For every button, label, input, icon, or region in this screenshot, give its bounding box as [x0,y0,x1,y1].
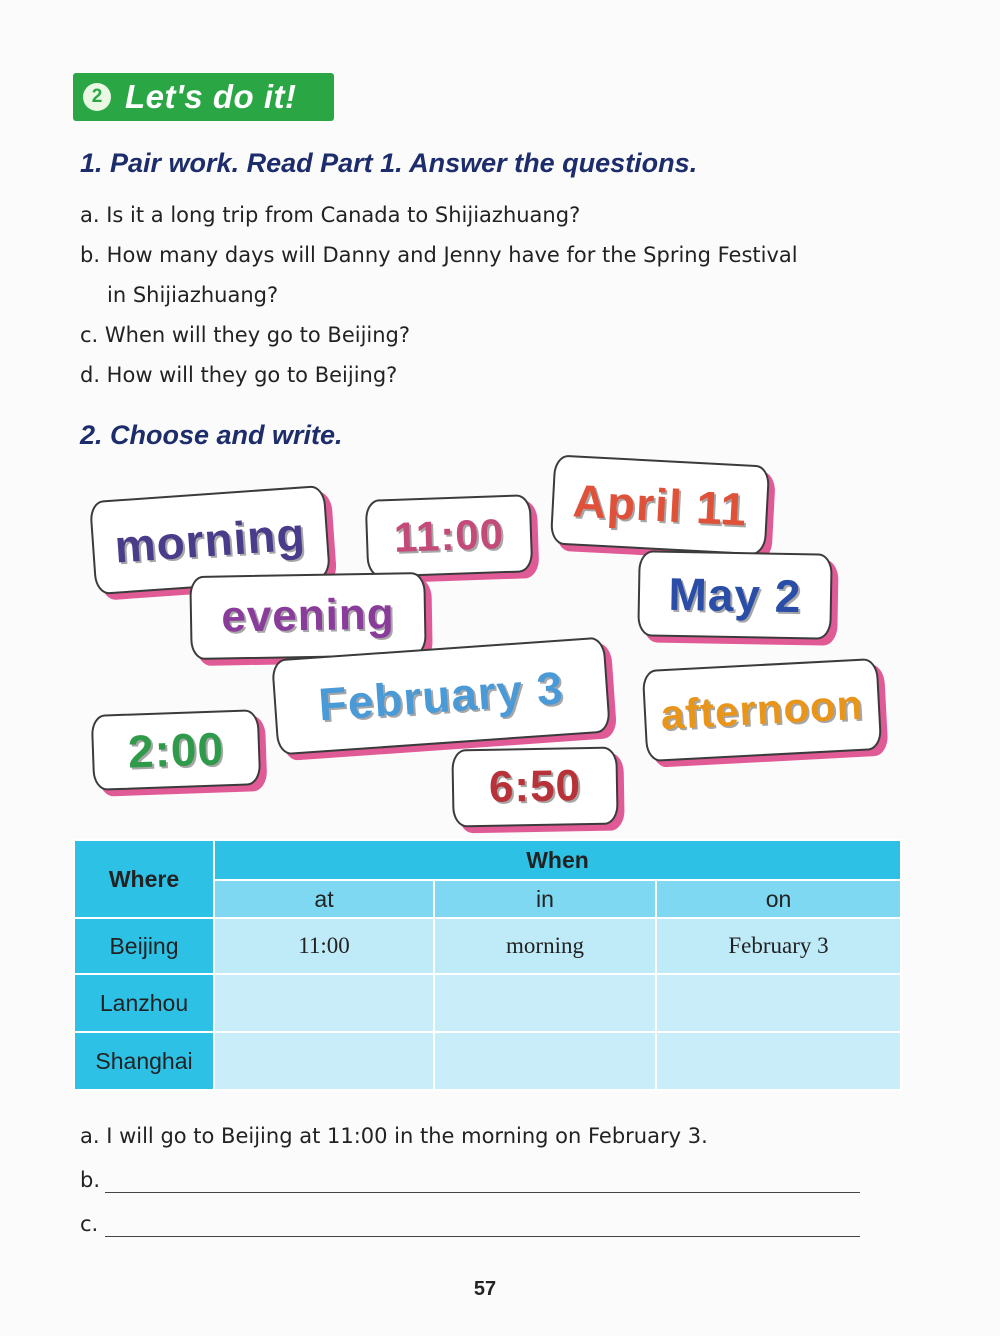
in-cell: morning [434,918,656,974]
question-b: b. How many days will Danny and Jenny have for the Spring Festival [80,243,798,267]
word-card-label: 2:00 [127,722,225,778]
place-cell: Beijing [74,918,214,974]
when-where-table [73,839,902,1091]
part1-heading: 1. Pair work. Read Part 1. Answer the questions. [80,148,698,178]
word-card-afternoon[interactable] [642,658,882,762]
word-card-label: 6:50 [488,761,582,812]
answer-b-line[interactable] [105,1192,860,1193]
answer-c-line[interactable] [105,1236,860,1237]
answer-c-label: c. [80,1212,99,1236]
word-card-may-2[interactable] [637,550,832,639]
word-card-label: February 3 [316,661,566,731]
question-d: d. How will they go to Beijing? [80,363,398,387]
answer-a: a. I will go to Beijing at 11:00 in the morning on February 3. [80,1124,708,1148]
word-card-label: April 11 [571,474,749,536]
in-header: in [434,880,656,918]
place-cell: Lanzhou [74,974,214,1032]
question-b-continued: in Shijiazhuang? [107,283,279,307]
in-cell[interactable] [434,974,656,1032]
page-number: 57 [473,1278,497,1300]
at-cell[interactable] [214,1032,434,1090]
on-header: on [656,880,901,918]
word-card-label: morning [112,507,308,573]
at-cell[interactable] [214,974,434,1032]
word-card-evening[interactable] [189,572,426,660]
word-card-label: May 2 [668,567,802,623]
on-cell[interactable] [656,1032,901,1090]
question-a: a. Is it a long trip from Canada to Shijiazhuang? [80,203,581,227]
word-card-label: evening [220,589,396,642]
place-cell: Shanghai [74,1032,214,1090]
word-card-11-00[interactable] [365,494,534,578]
section-badge [73,73,334,121]
part2-heading: 2. Choose and write. [80,420,343,450]
section-title: Let's do it! [125,78,297,115]
on-cell[interactable] [656,974,901,1032]
question-c: c. When will they go to Beijing? [80,323,411,347]
on-cell: February 3 [656,918,901,974]
at-header: at [214,880,434,918]
word-card-label: afternoon [659,680,865,739]
at-cell: 11:00 [214,918,434,974]
word-card-6-50[interactable] [451,747,618,828]
section-number: 2 [83,83,111,111]
in-cell[interactable] [434,1032,656,1090]
where-header: Where [74,840,214,918]
word-card-label: 11:00 [393,510,505,561]
word-card-2-00[interactable] [91,709,262,791]
word-card-april-11[interactable] [550,454,770,555]
answer-b-label: b. [80,1168,101,1192]
when-header: When [214,840,901,880]
